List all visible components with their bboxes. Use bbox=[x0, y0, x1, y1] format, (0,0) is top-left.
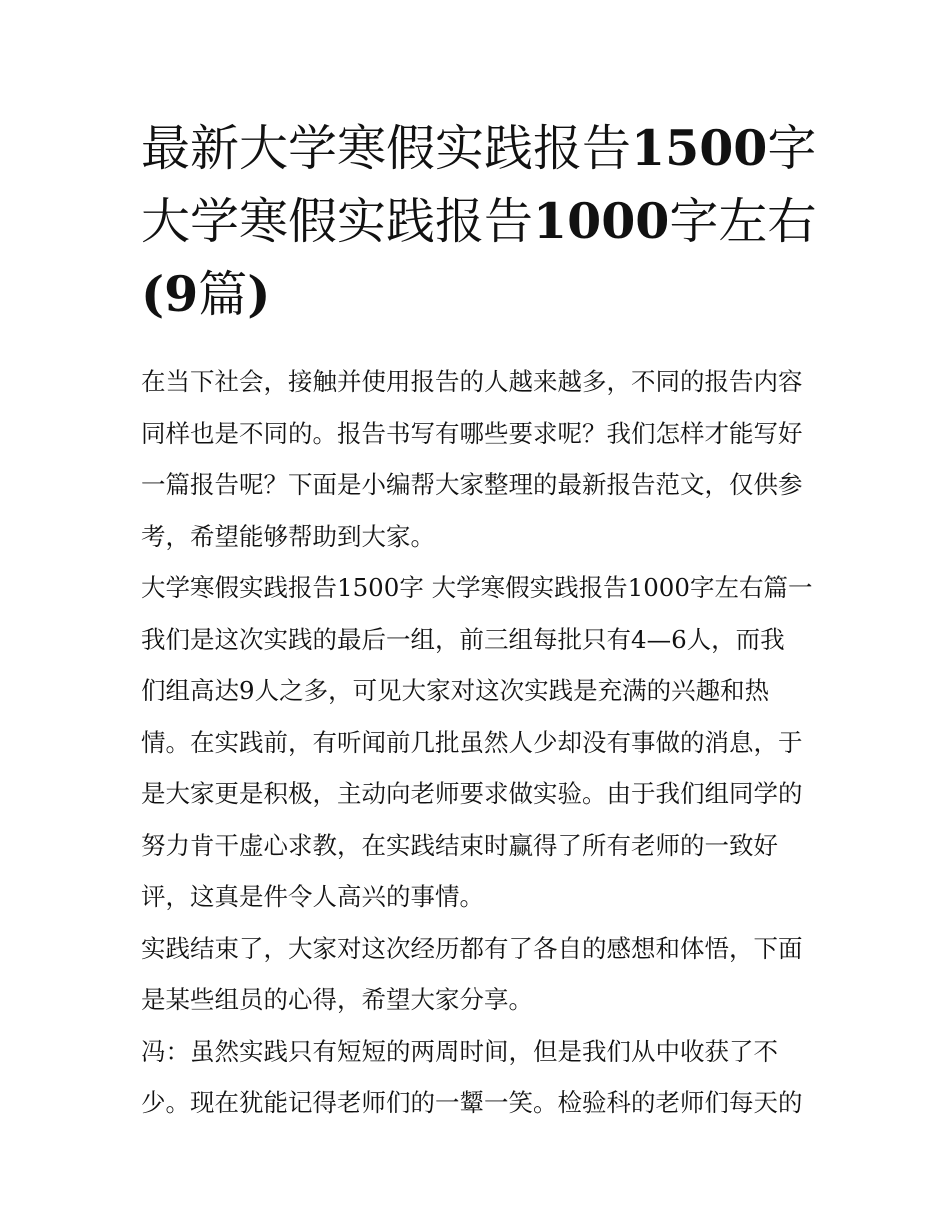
text-line: 少。现在犹能记得老师们的一颦一笑。检验科的老师们每天的 bbox=[141, 1088, 803, 1117]
paragraph-feng bbox=[141, 1026, 813, 1129]
title-line: (9篇) bbox=[141, 265, 271, 323]
text-line: 是大家更是积极，主动向老师要求做实验。由于我们组同学的 bbox=[141, 779, 803, 808]
text-line: 我们是这次实践的最后一组，前三组每批只有4—6人，而我 bbox=[141, 624, 785, 654]
document-body bbox=[141, 356, 813, 1129]
text-line: 们组高达9人之多，可见大家对这次实践是充满的兴趣和热 bbox=[141, 676, 770, 705]
title-line: 最新大学寒假实践报告1500字 bbox=[141, 119, 817, 177]
paragraph-intro bbox=[141, 356, 813, 562]
text-line: 努力肯干虚心求教，在实践结束时赢得了所有老师的一致好 bbox=[141, 830, 778, 860]
text-line: 冯：虽然实践只有短短的两周时间，但是我们从中收获了不 bbox=[141, 1036, 778, 1066]
text-line: 一篇报告呢？下面是小编帮大家整理的最新报告范文，仅供参 bbox=[141, 470, 803, 499]
text-line: 评，这真是件令人高兴的事情。 bbox=[141, 882, 484, 911]
text-line: 同样也是不同的。报告书写有哪些要求呢？我们怎样才能写好 bbox=[141, 418, 803, 448]
text-line: 大学寒假实践报告1500字 大学寒假实践报告1000字左右篇一 bbox=[141, 573, 813, 602]
paragraph-reflection bbox=[141, 923, 813, 1026]
text-line: 实践结束了，大家对这次经历都有了各自的感想和体悟，下面 bbox=[141, 933, 803, 963]
paragraph-section-one bbox=[141, 562, 813, 923]
text-line: 在当下社会，接触并使用报告的人越来越多，不同的报告内容 bbox=[141, 367, 803, 396]
text-line: 是某些组员的心得，希望大家分享。 bbox=[141, 985, 533, 1014]
text-line: 考，希望能够帮助到大家。 bbox=[141, 521, 435, 551]
text-line: 情。在实践前，有听闻前几批虽然人少却没有事做的消息，于 bbox=[141, 727, 803, 757]
document-title bbox=[141, 112, 821, 331]
title-line: 大学寒假实践报告1000字左右 bbox=[141, 192, 817, 250]
